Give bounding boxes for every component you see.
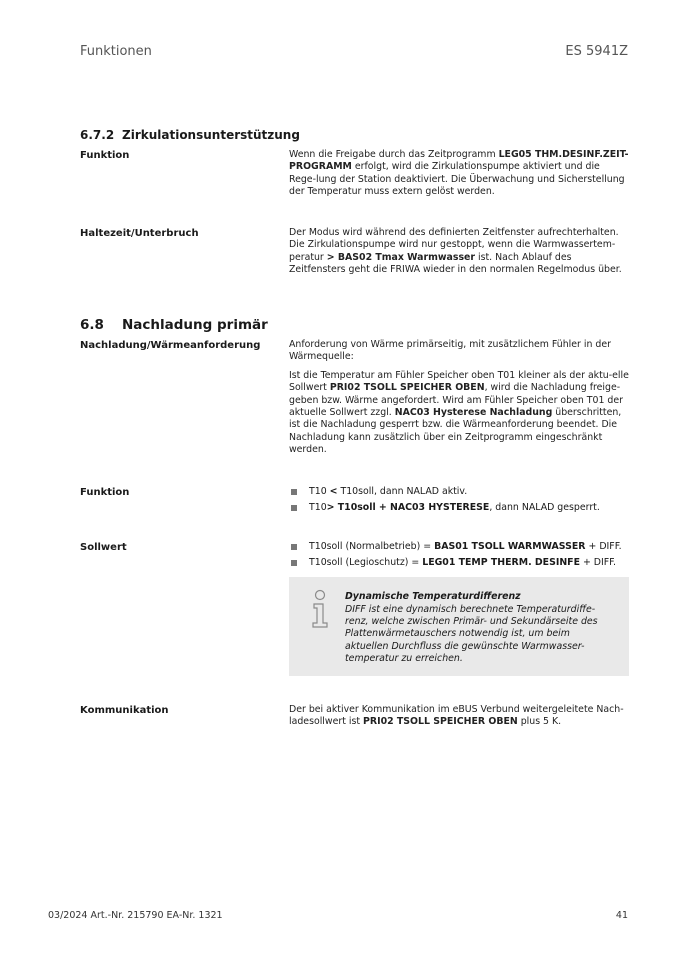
list-item: T10> T10soll + NAC03 HYSTERESE, dann NALAD gesperrt. — [289, 502, 629, 514]
info-note-box — [289, 577, 629, 676]
section-title: Nachladung primär — [122, 317, 268, 333]
label-sollwert: Sollwert — [80, 542, 127, 553]
bullet-square-icon — [291, 544, 297, 550]
bullet-square-icon — [291, 560, 297, 566]
nachladung-text: Anforderung von Wärme primärseitig, mit zusätzlichem Fühler in der Wärmequelle: Ist die Temperatur am Fühler Speicher oben T01 kleiner als der aktu-elle Sollwert PRI02 TSOLL SPEICHER OBEN, wird die Nachladung freige-geben bzw. Wärme angefordert. Wird am Fühler Speicher oben T01 der aktuelle Sollwert zzgl. NAC03 Hysterese Nachladung überschritten, ist die Nachladung gesperrt bzw. die Wärmeanforderung beendet. Die Nachladung kann zusätzlich über ein Zeitprogramm eingeschränkt werden. — [289, 339, 629, 456]
label-haltezeit: Haltezeit/Unterbruch — [80, 228, 199, 239]
section-number: 6.7.2 — [80, 128, 115, 142]
label-nachladung: Nachladung/Wärmeanforderung — [80, 340, 261, 351]
kommunikation-text: Der bei aktiver Kommunikation im eBUS Verbund weitergeleitete Nach-ladesollwert ist PRI02 TSOLL SPEICHER OBEN plus 5 K. — [289, 704, 624, 728]
list-item: T10soll (Legioschutz) = LEG01 TEMP THERM. DESINFE + DIFF. — [289, 557, 629, 569]
section-number: 6.8 — [80, 317, 104, 333]
running-header-right: ES 5941Z — [565, 44, 628, 59]
list-item: T10 < T10soll, dann NALAD aktiv. — [289, 486, 629, 498]
info-icon — [309, 589, 331, 629]
list-item: T10soll (Normalbetrieb) = BAS01 TSOLL WARMWASSER + DIFF. — [289, 541, 629, 553]
funktion-text-672: Wenn die Freigabe durch das Zeitprogramm LEG05 THM.DESINF.ZEIT-PROGRAMM erfolgt, wird die Zirkulationspumpe aktiviert und die Rege-lung der Station deaktiviert. Die Überwachung und Sicherstellung der Temperatur muss extern gelöst werden. — [289, 149, 629, 198]
label-funktion-672: Funktion — [80, 150, 130, 161]
footer-article-info: 03/2024 Art.-Nr. 215790 EA-Nr. 1321 — [48, 910, 223, 921]
bullet-square-icon — [291, 489, 297, 495]
sollwert-bullet-list — [289, 541, 629, 574]
haltezeit-text: Der Modus wird während des definierten Zeitfenster aufrechterhalten. Die Zirkulationspumpe wird nur gestoppt, wenn die Warmwassertem-peratur > BAS02 Tmax Warmwasser ist. Nach Ablauf des Zeitfensters geht die FRIWA wieder in den normalen Regelmodus über. — [289, 227, 622, 276]
section-title: Zirkulationsunterstützung — [122, 128, 300, 142]
label-funktion-68: Funktion — [80, 487, 130, 498]
running-header-left: Funktionen — [80, 44, 152, 59]
page-number: 41 — [615, 910, 628, 921]
bullet-square-icon — [291, 505, 297, 511]
label-kommunikation: Kommunikation — [80, 705, 169, 716]
note-text: DIFF ist eine dynamisch berechnete Temperaturdiffe-renz, welche zwischen Primär- und Sekundärseite des Plattenwärmetauschers notwendig ist, um beim aktuellen Durchfluss die gewünschte Warmwasser-temperatur zu erreichen. — [345, 604, 598, 664]
note-title: Dynamische Temperaturdifferenz — [345, 591, 521, 602]
section-heading-6-7-2 — [80, 128, 300, 142]
funktion-bullet-list — [289, 486, 629, 519]
section-heading-6-8 — [80, 317, 268, 333]
